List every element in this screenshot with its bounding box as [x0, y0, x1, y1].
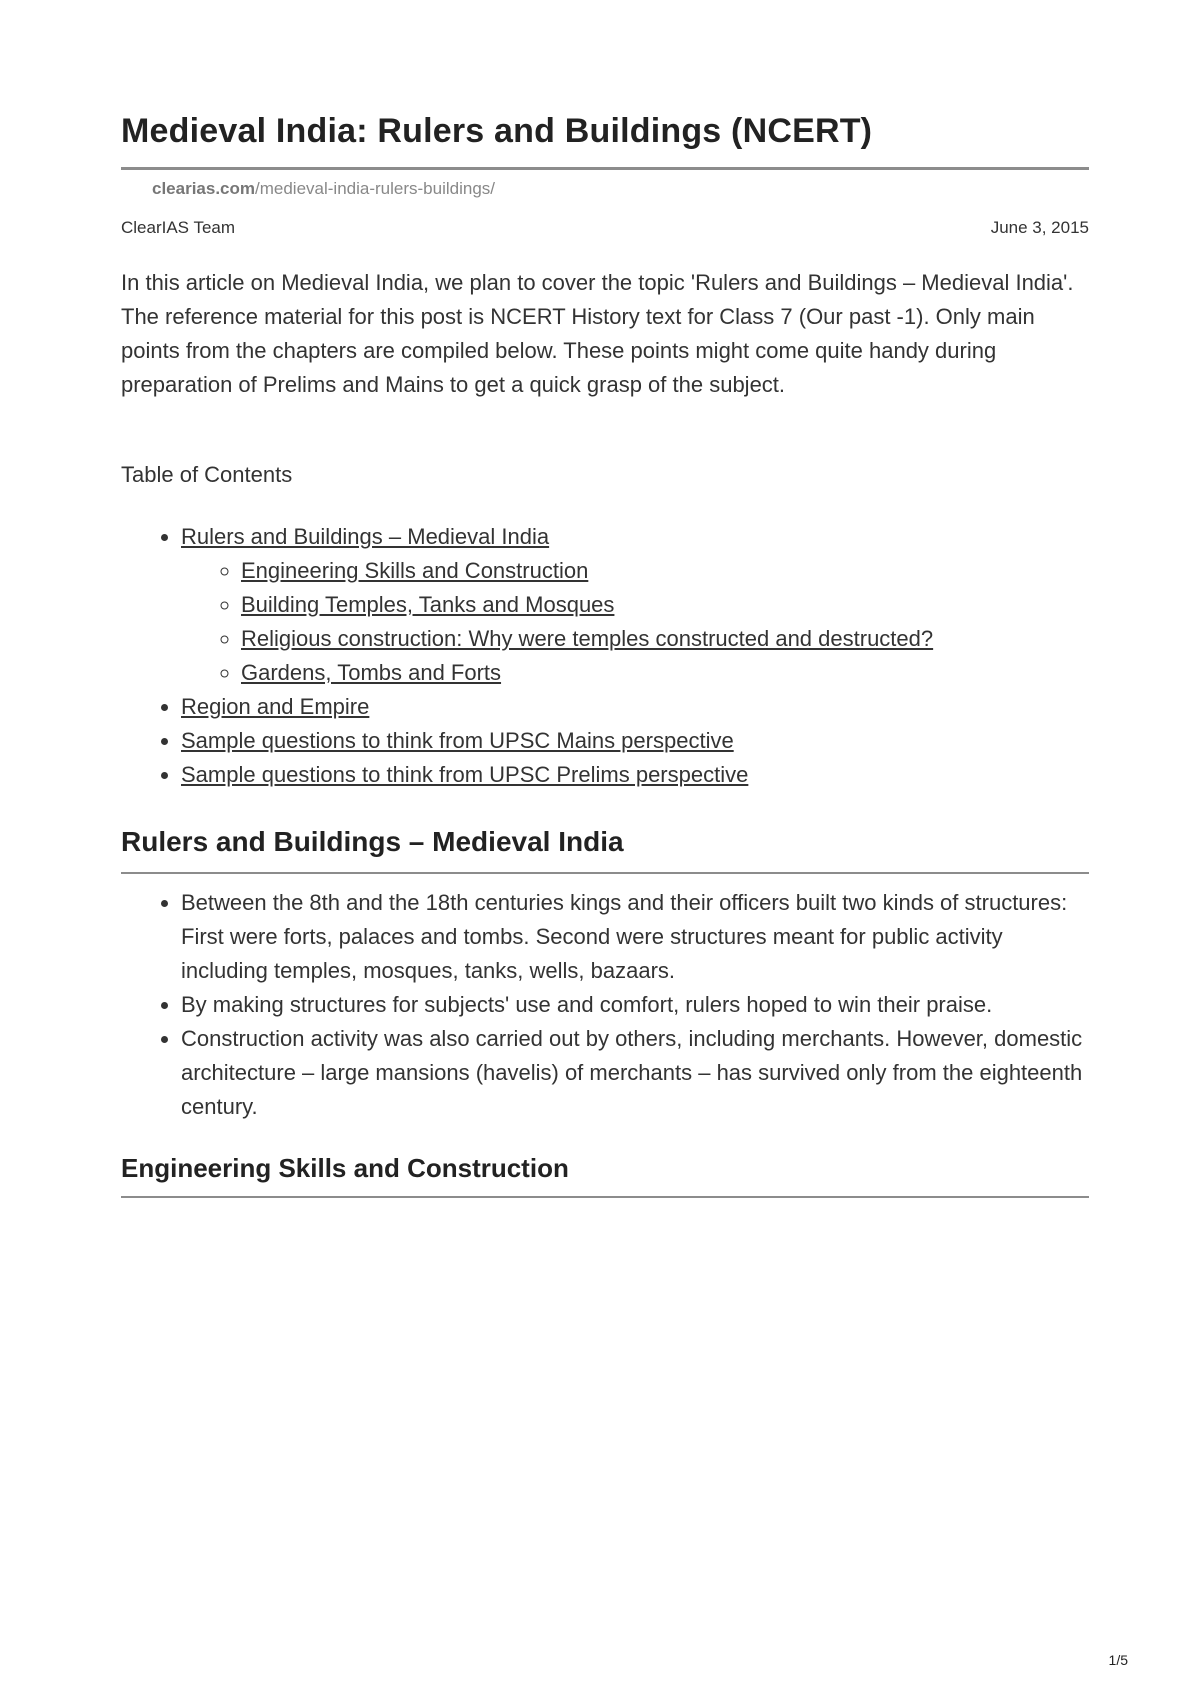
intro-paragraph: In this article on Medieval India, we plan to cover the topic 'Rulers and Buildings – Medieval India'. The reference material for this post is NCERT History text for Class 7 (Our past -1). Only main points from the chapters are compiled below. These points might come quite handy during preparation of Prelims and Mains to get a quick grasp of the subject. [121, 270, 1074, 397]
toc-subitem [241, 588, 933, 622]
toc-title: Table of Contents [121, 462, 293, 487]
toc-link-rulers-and-buildings[interactable]: Rulers and Buildings – Medieval India [181, 524, 550, 549]
toc-subitem [241, 554, 933, 588]
list-item: • Between the 8th and the 18th centuries kings and their officers built two kinds of structures: First were forts, palaces and tombs. Second were structures meant for public activity including temples, mosques, tanks, wells, bazaars. [181, 886, 1089, 988]
list-item: • Construction activity was also carried out by others, including merchants. However, domestic architecture – large mansions (havelis) of merchants – has survived only from the eighteenth century. [181, 1022, 1089, 1124]
toc-link-engineering-skills[interactable]: Engineering Skills and Construction [241, 558, 589, 583]
page-number: 1/5 [1108, 1652, 1128, 1668]
toc-link-religious-construction[interactable]: Religious construction: Why were temples constructed and destructed? [241, 626, 934, 651]
toc-link-mains-questions[interactable]: Sample questions to think from UPSC Mains perspective [181, 728, 734, 753]
source-path[interactable]: /medieval-india-rulers-buildings/ [255, 179, 496, 198]
title-divider [121, 167, 1089, 170]
toc-subitem [241, 622, 933, 656]
toc-link-region-and-empire[interactable]: Region and Empire [181, 694, 370, 719]
toc-sublist [181, 554, 933, 690]
list-item: • By making structures for subjects' use and comfort, rulers hoped to win their praise. [181, 988, 1089, 1022]
article-title: Medieval India: Rulers and Buildings (NCERT) [121, 112, 873, 150]
source-domain[interactable]: clearias.com [152, 179, 256, 198]
section-points-list [121, 886, 1089, 1124]
toc-item [181, 690, 933, 724]
toc-item [181, 724, 933, 758]
subsection-divider [121, 1196, 1089, 1198]
toc-item [181, 758, 933, 792]
toc-link-gardens-tombs-forts[interactable]: Gardens, Tombs and Forts [241, 660, 502, 685]
toc-link-prelims-questions[interactable]: Sample questions to think from UPSC Prelims perspective [181, 762, 749, 787]
toc-link-building-temples[interactable]: Building Temples, Tanks and Mosques [241, 592, 615, 617]
toc-subitem [241, 656, 933, 690]
author: ClearIAS Team [121, 218, 236, 237]
table-of-contents [121, 520, 933, 792]
section-heading-rulers-and-buildings: Rulers and Buildings – Medieval India [121, 826, 624, 857]
source-url[interactable] [152, 179, 495, 199]
section-heading-engineering-skills: Engineering Skills and Construction [121, 1153, 569, 1183]
publish-date: June 3, 2015 [990, 218, 1089, 237]
section-divider [121, 872, 1089, 874]
toc-item [181, 520, 933, 690]
